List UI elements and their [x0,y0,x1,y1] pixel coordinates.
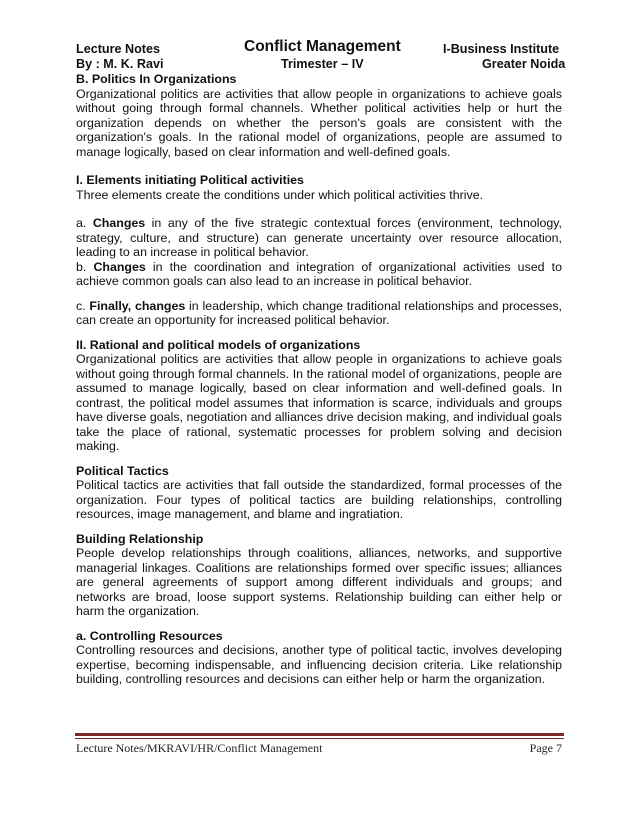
list-item-b [76,260,562,289]
section-heading-tactics: Political Tactics [76,463,169,478]
list-item-a-prefix: a. [76,216,93,230]
section-heading-models: II. Rational and political models of organizations [76,337,361,352]
list-item-c-keyword: Finally, changes [89,298,186,313]
section-heading-building: Building Relationship [76,531,204,546]
list-item-a [76,216,562,260]
list-item-b-prefix: b. [76,259,94,274]
header-trimester: Trimester – IV [281,57,364,71]
footer-rule-thick [75,733,564,736]
footer-page-number: Page 7 [529,741,562,755]
header-author: By : M. K. Ravi [76,57,164,71]
header-course-title: Conflict Management [244,38,401,55]
list-item-c [76,299,562,328]
section-heading-politics: B. Politics In Organizations [76,72,237,86]
paragraph-tactics: Political tactics are activities that fall outside the standardized, formal processes of the organization. Four types of political tactics are building relationships, controlling resources, image management, and blame and ingratiation. [76,478,562,521]
header-location: Greater Noida [482,57,566,71]
paragraph-elements-intro: Three elements create the conditions under which political activities thrive. [76,187,484,202]
list-item-a-keyword: Changes [92,216,146,230]
header-institute: I-Business Institute [443,42,560,56]
header-left-line1: Lecture Notes [76,42,160,56]
list-item-c-prefix: c. [76,298,90,313]
footer-doc-path: Lecture Notes/MKRAVI/HR/Conflict Management [76,741,323,755]
paragraph-models: Organizational politics are activities that allow people in organizations to achieve goals without going through formal channels. In the rational model of organizations, people are assumed to manage logically, based on clear information and well-defined goals. In contrast, the political model assumes that information is scarce, individuals and groups have diverse goals, negotiation and alliances drive decision making, and individual goals take the place of rational, systematic processes for problem solving and decision making. [76,352,562,453]
section-heading-controlling: a. Controlling Resources [76,628,223,643]
paragraph-controlling: Controlling resources and decisions, another type of political tactic, involves developing expertise, becoming indispensable, and influencing decision criteria. Like relationship building, controlling resources and decisions can either help or harm the organization. [76,643,562,686]
list-item-a-text: in any of the five strategic contextual forces (environment, technology, strategy, culture, and structure) can generate uncertainty over resource allocation, leading to an increase in political behavior. [76,216,562,259]
list-item-c-text: in leadership, which change traditional relationships and processes, can create an opportunity for increased political behavior. [76,298,562,327]
list-item-b-keyword: Changes [93,259,146,274]
list-item-b-text: in the coordination and integration of organizational activities used to achieve common goals can also lead to an increase in political behavior. [76,259,562,288]
footer-rule-thin [75,738,564,739]
paragraph-politics: Organizational politics are activities that allow people in organizations to achieve goals without going through formal channels. Whether political activities help or hurt the organization depends on whether the person's goals are consistent with the organization's goals. In the rational model of organizations, people are assumed to manage logically, based on clear information and well-defined goals. [76,86,562,159]
paragraph-building: People develop relationships through coalitions, alliances, networks, and supportive managerial linkages. Coalitions are relationships formed over specific issues; alliances are general agreements of support among different individuals and groups; and networks are broad, loose support systems. Relationship building can either help or harm the organization. [76,546,562,618]
section-heading-elements: I. Elements initiating Political activities [76,173,304,187]
main-content [76,72,562,687]
